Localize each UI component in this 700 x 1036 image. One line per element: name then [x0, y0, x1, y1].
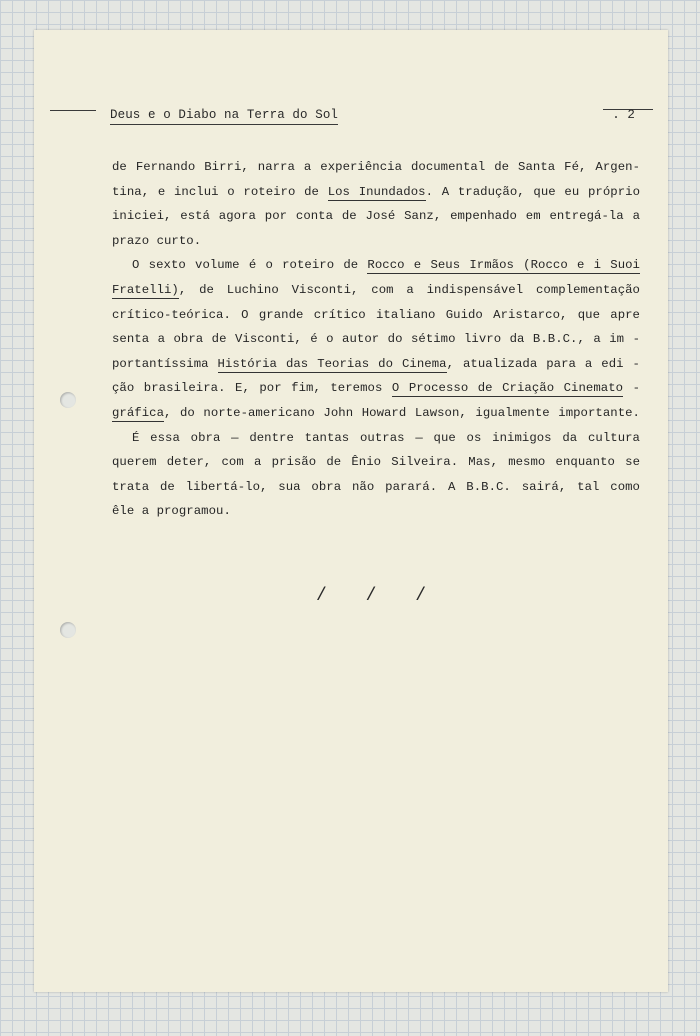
text-line: gráfica, do norte-americano John Howard Lawson, igualmente importante. — [112, 405, 640, 420]
underlined-title: Los Inundados — [327, 184, 426, 199]
underlined-title: Fratelli) — [112, 282, 179, 297]
punch-hole — [60, 622, 76, 638]
page-header — [110, 108, 635, 130]
underlined-title: História das Teorias do Cinema — [217, 356, 447, 371]
text-line: prazo curto. — [112, 233, 202, 248]
text-line: crítico-teórica. O grande crítico italiano Guido Aristarco, que apre — [112, 307, 640, 322]
document-body — [112, 155, 640, 524]
underlined-title: Rocco e Seus Irmãos (Rocco e i Suoi — [367, 258, 640, 273]
underlined-title: O Processo de Criação Cinemato — [391, 381, 624, 396]
text-line: portantíssima História das Teorias do Cinema, atualizada para a edi - — [112, 356, 640, 371]
document-title: Deus e o Diabo na Terra do Sol — [110, 108, 338, 125]
text-line: O sexto volume é o roteiro de Rocco e Seus Irmãos (Rocco e i Suoi — [132, 258, 640, 273]
text-line: tina, e inclui o roteiro de Los Inundados. A tradução, que eu próprio — [112, 184, 640, 199]
text-line: É essa obra — dentre tantas outras — que os inimigos da cultura — [132, 430, 640, 445]
text-line: Fratelli), de Luchino Visconti, com a indispensável complementação — [112, 282, 640, 297]
margin-rule — [50, 110, 96, 111]
text-line: êle a programou. — [112, 504, 231, 519]
punch-hole — [60, 392, 76, 408]
text-line: ção brasileira. E, por fim, teremos O Processo de Criação Cinemato - — [112, 381, 640, 396]
text-line: querem deter, com a prisão de Ênio Silveira. Mas, mesmo enquanto se — [112, 455, 640, 470]
text-line: iniciei, está agora por conta de José Sanz, empenhado em entregá-la a — [112, 209, 640, 224]
page-number: . 2 — [612, 108, 635, 122]
text-line: trata de libertá-lo, sua obra não parará. A B.B.C. sairá, tal como — [112, 479, 640, 494]
text-line: de Fernando Birri, narra a experiência documental de Santa Fé, Argen- — [112, 160, 640, 174]
underlined-title: gráfica — [112, 405, 165, 420]
closing-mark: / / / — [316, 586, 441, 606]
text-line: senta a obra de Visconti, é o autor do sétimo livro da B.B.C., a im - — [112, 332, 640, 347]
